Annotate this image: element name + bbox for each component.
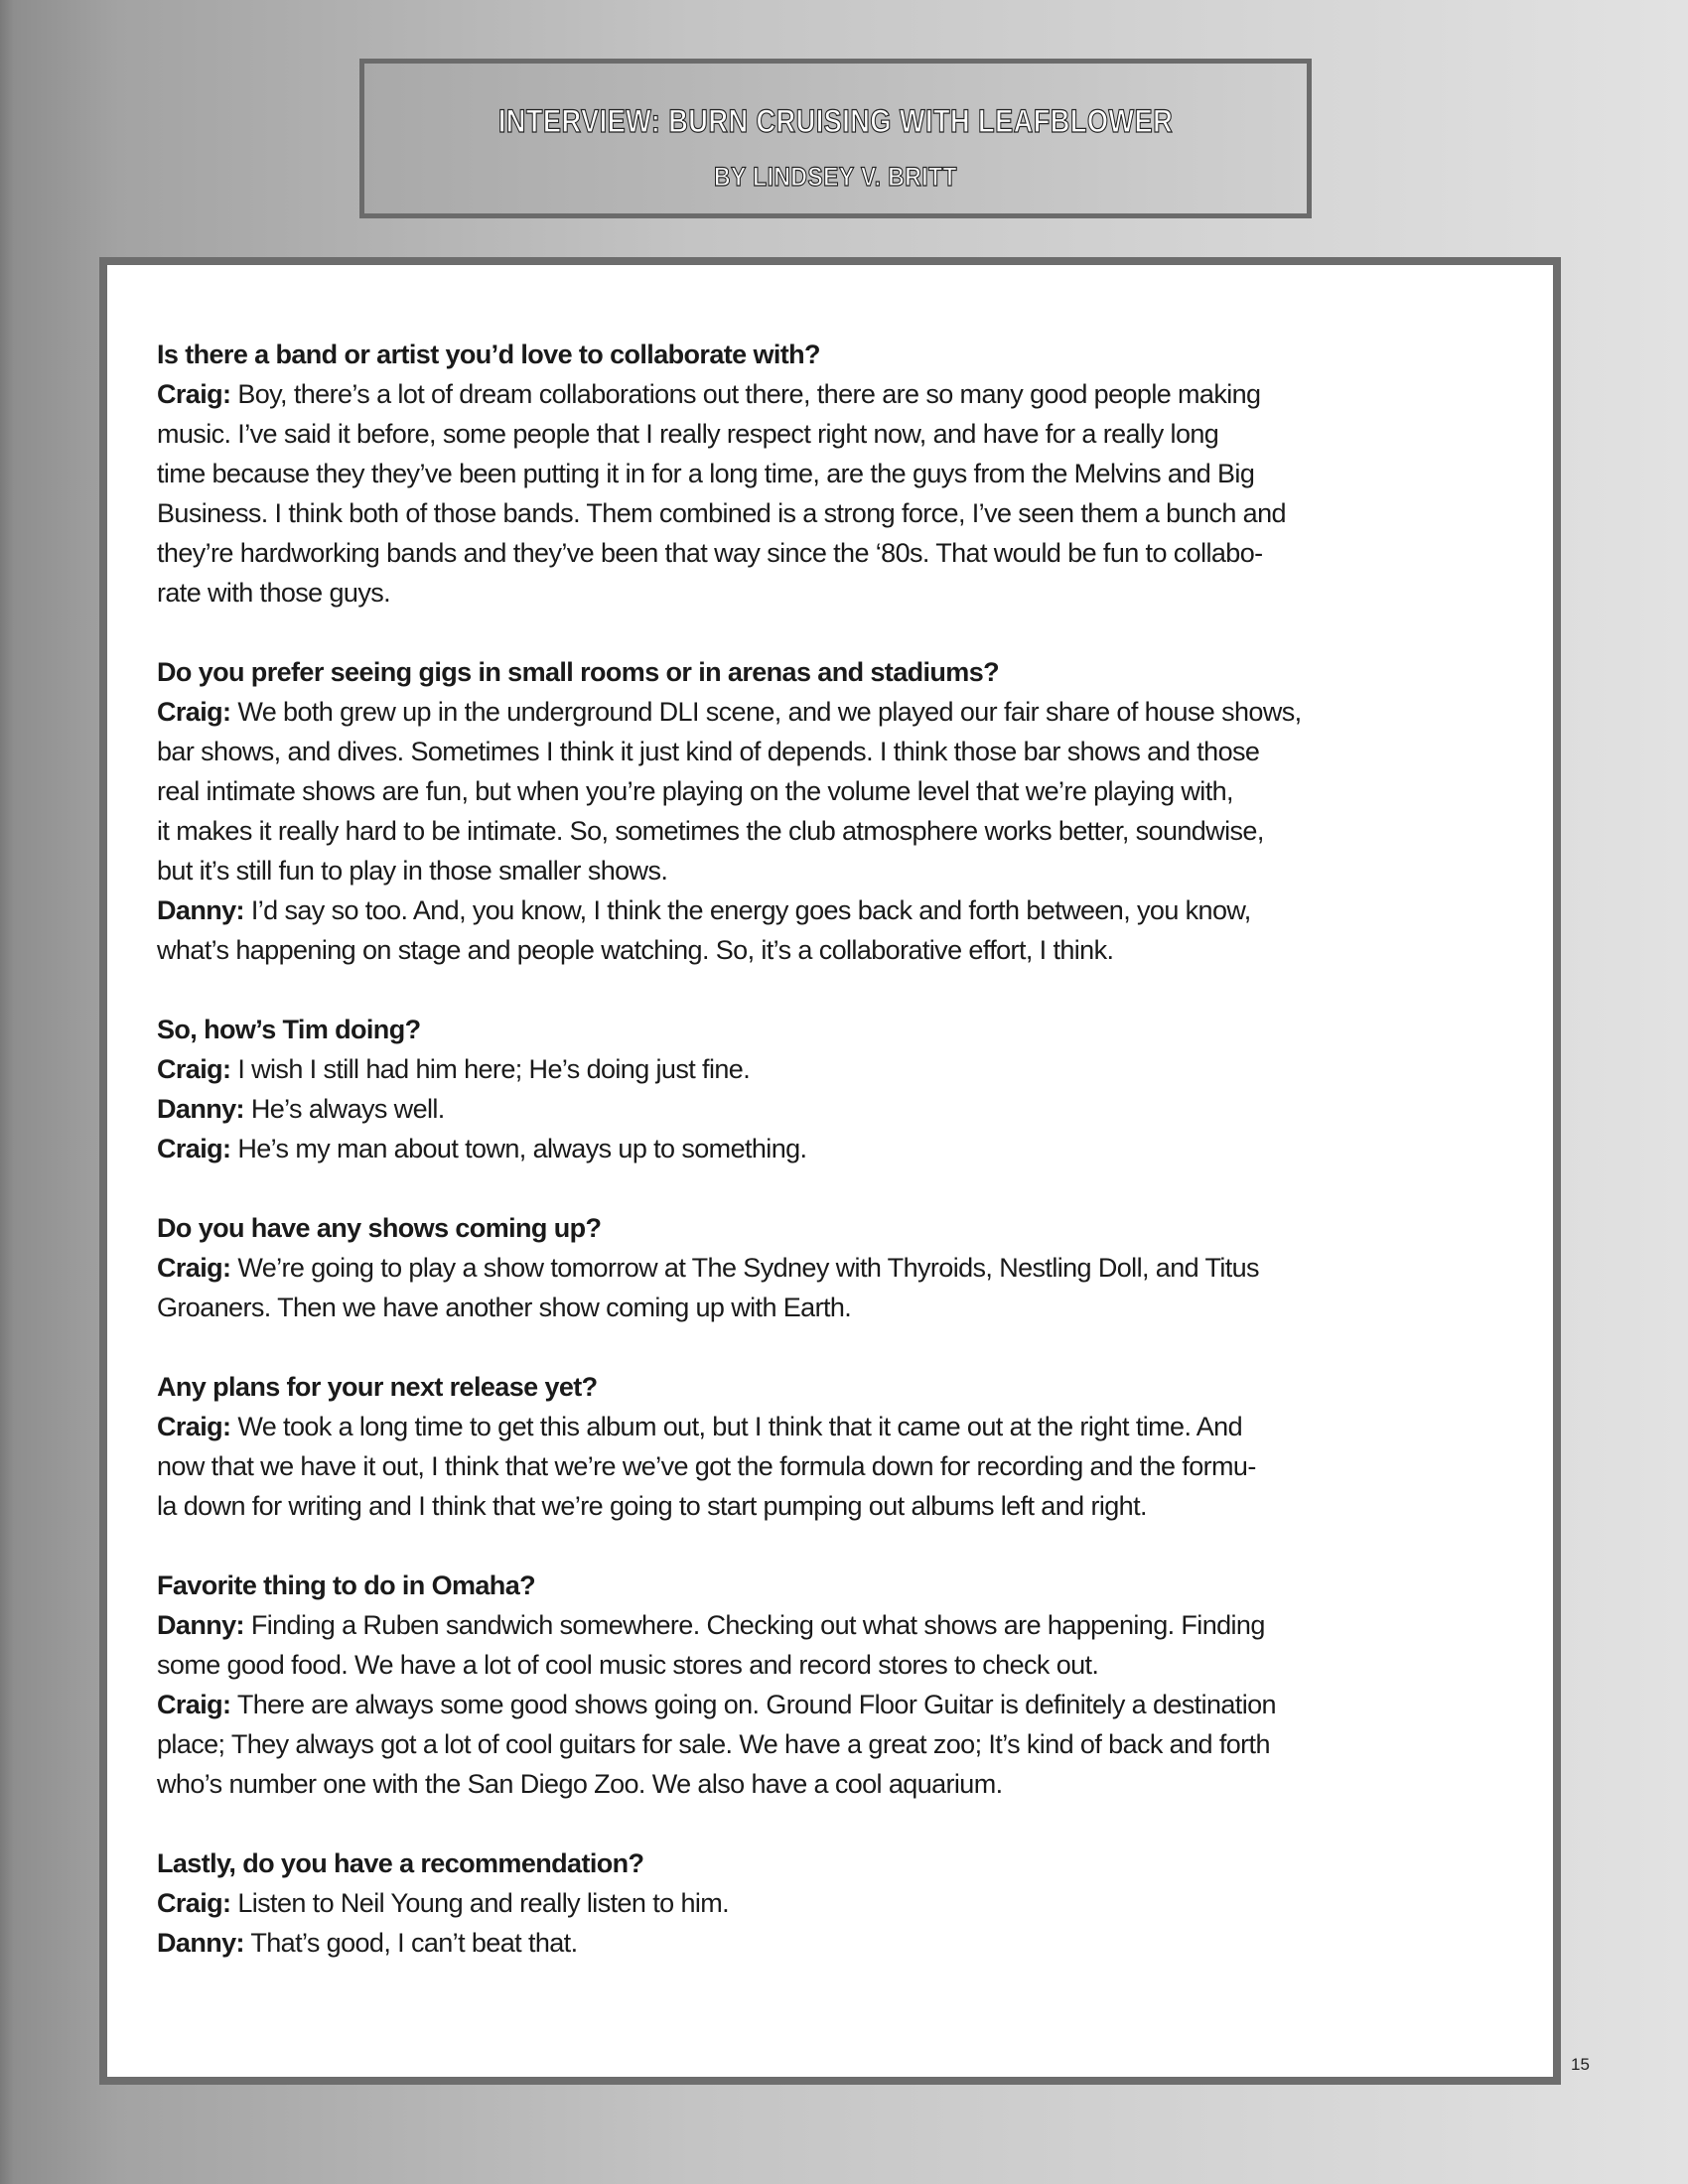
article-header: [359, 59, 1312, 218]
question-line: [157, 1843, 1517, 1883]
blank-line: [157, 613, 1517, 652]
speaker-label: Danny:: [157, 1610, 244, 1640]
question-line: [157, 1010, 1517, 1049]
answer-text: they’re hardworking bands and they’ve been that way since the ‘80s. That would be fun to collabo-: [157, 538, 1263, 568]
page-number: 15: [1571, 2055, 1590, 2074]
answer-text: bar shows, and dives. Sometimes I think it just kind of depends. I think those bar shows and those: [157, 737, 1260, 766]
answer-line: [157, 1089, 1517, 1129]
article-title: INTERVIEW: BURN CRUISING WITH LEAFBLOWER: [497, 103, 1174, 139]
answer-line: [157, 1486, 1517, 1526]
question-line: [157, 1367, 1517, 1407]
answer-text: Boy, there’s a lot of dream collaborations out there, there are so many good people making: [237, 379, 1261, 409]
answer-line: [157, 1883, 1517, 1923]
blank-line: [157, 1526, 1517, 1566]
answer-line: [157, 1248, 1517, 1288]
speaker-label: Craig:: [157, 1412, 231, 1441]
answer-line: [157, 1923, 1517, 1963]
answer-text: now that we have it out, I think that we’re we’ve got the formula down for recording and the formu-: [157, 1451, 1256, 1481]
blank-line: [157, 1804, 1517, 1843]
answer-line: [157, 1685, 1517, 1724]
question: Lastly, do you have a recommendation?: [157, 1848, 644, 1878]
speaker-label: Craig:: [157, 1690, 231, 1719]
answer-text: I’d say so too. And, you know, I think the energy goes back and forth between, you know,: [250, 895, 1251, 925]
question: Do you have any shows coming up?: [157, 1213, 602, 1243]
answer-text: Business. I think both of those bands. Them combined is a strong force, I’ve seen them a bunch and: [157, 498, 1286, 528]
question: Is there a band or artist you’d love to collaborate with?: [157, 340, 820, 369]
speaker-label: Craig:: [157, 1054, 231, 1084]
question: Favorite thing to do in Omaha?: [157, 1570, 536, 1600]
blank-line: [157, 1168, 1517, 1208]
answer-text: Groaners. Then we have another show coming up with Earth.: [157, 1293, 852, 1322]
answer-line: [157, 1446, 1517, 1486]
interview-panel: [99, 257, 1561, 2085]
answer-line: [157, 930, 1517, 970]
answer-text: what’s happening on stage and people watching. So, it’s a collaborative effort, I think.: [157, 935, 1114, 965]
answer-text: real intimate shows are fun, but when you’re playing on the volume level that we’re playing with,: [157, 776, 1233, 806]
answer-line: [157, 414, 1517, 454]
answer-line: [157, 692, 1517, 732]
answer-line: [157, 771, 1517, 811]
answer-line: [157, 1288, 1517, 1327]
answer-text: I wish I still had him here; He’s doing just fine.: [237, 1054, 751, 1084]
answer-line: [157, 493, 1517, 533]
question-line: [157, 1566, 1517, 1605]
answer-line: [157, 851, 1517, 890]
answer-line: [157, 1605, 1517, 1645]
answer-text: music. I’ve said it before, some people that I really respect right now, and have for a really long: [157, 419, 1219, 449]
speaker-label: Danny:: [157, 1928, 244, 1958]
article-byline: BY LINDSEY V. BRITT: [714, 162, 957, 192]
answer-line: [157, 1645, 1517, 1685]
blank-line: [157, 970, 1517, 1010]
answer-text: some good food. We have a lot of cool music stores and record stores to check out.: [157, 1650, 1099, 1680]
question-line: [157, 1208, 1517, 1248]
answer-text: We both grew up in the underground DLI scene, and we played our fair share of house shows,: [237, 697, 1302, 727]
answer-text: la down for writing and I think that we’re going to start pumping out albums left and right.: [157, 1491, 1147, 1521]
question: So, how’s Tim doing?: [157, 1015, 421, 1044]
answer-text: place; They always got a lot of cool guitars for sale. We have a great zoo; It’s kind of back and forth: [157, 1729, 1270, 1759]
speaker-label: Craig:: [157, 1888, 231, 1918]
answer-line: [157, 1407, 1517, 1446]
interview-text: [157, 335, 1517, 1963]
answer-text: who’s number one with the San Diego Zoo. We also have a cool aquarium.: [157, 1769, 1003, 1799]
answer-line: [157, 573, 1517, 613]
answer-line: [157, 1724, 1517, 1764]
answer-text: time because they they’ve been putting it in for a long time, are the guys from the Melvins and Big: [157, 459, 1255, 488]
answer-line: [157, 454, 1517, 493]
blank-line: [157, 1327, 1517, 1367]
answer-text: There are always some good shows going on. Ground Floor Guitar is definitely a destination: [236, 1690, 1276, 1719]
question: Do you prefer seeing gigs in small rooms or in arenas and stadiums?: [157, 657, 1000, 687]
answer-line: [157, 1764, 1517, 1804]
answer-text: it makes it really hard to be intimate. So, sometimes the club atmosphere works better, soundwise,: [157, 816, 1264, 846]
answer-text: but it’s still fun to play in those smaller shows.: [157, 856, 668, 886]
answer-line: [157, 533, 1517, 573]
speaker-label: Danny:: [157, 1094, 244, 1124]
speaker-label: Craig:: [157, 1253, 231, 1283]
question: Any plans for your next release yet?: [157, 1372, 598, 1402]
answer-line: [157, 1129, 1517, 1168]
answer-text: Listen to Neil Young and really listen to him.: [237, 1888, 730, 1918]
speaker-label: Danny:: [157, 895, 244, 925]
speaker-label: Craig:: [157, 1134, 231, 1163]
answer-line: [157, 1049, 1517, 1089]
answer-text: Finding a Ruben sandwich somewhere. Checking out what shows are happening. Finding: [250, 1610, 1265, 1640]
answer-line: [157, 890, 1517, 930]
answer-line: [157, 374, 1517, 414]
answer-text: That’s good, I can’t beat that.: [250, 1928, 578, 1958]
answer-text: rate with those guys.: [157, 578, 391, 608]
speaker-label: Craig:: [157, 697, 231, 727]
answer-text: We’re going to play a show tomorrow at The Sydney with Thyroids, Nestling Doll, and Titus: [237, 1253, 1259, 1283]
answer-text: We took a long time to get this album out, but I think that it came out at the right time. And: [237, 1412, 1243, 1441]
answer-line: [157, 732, 1517, 771]
speaker-label: Craig:: [157, 379, 231, 409]
question-line: [157, 652, 1517, 692]
answer-text: He’s always well.: [250, 1094, 445, 1124]
question-line: [157, 335, 1517, 374]
answer-text: He’s my man about town, always up to something.: [237, 1134, 807, 1163]
answer-line: [157, 811, 1517, 851]
